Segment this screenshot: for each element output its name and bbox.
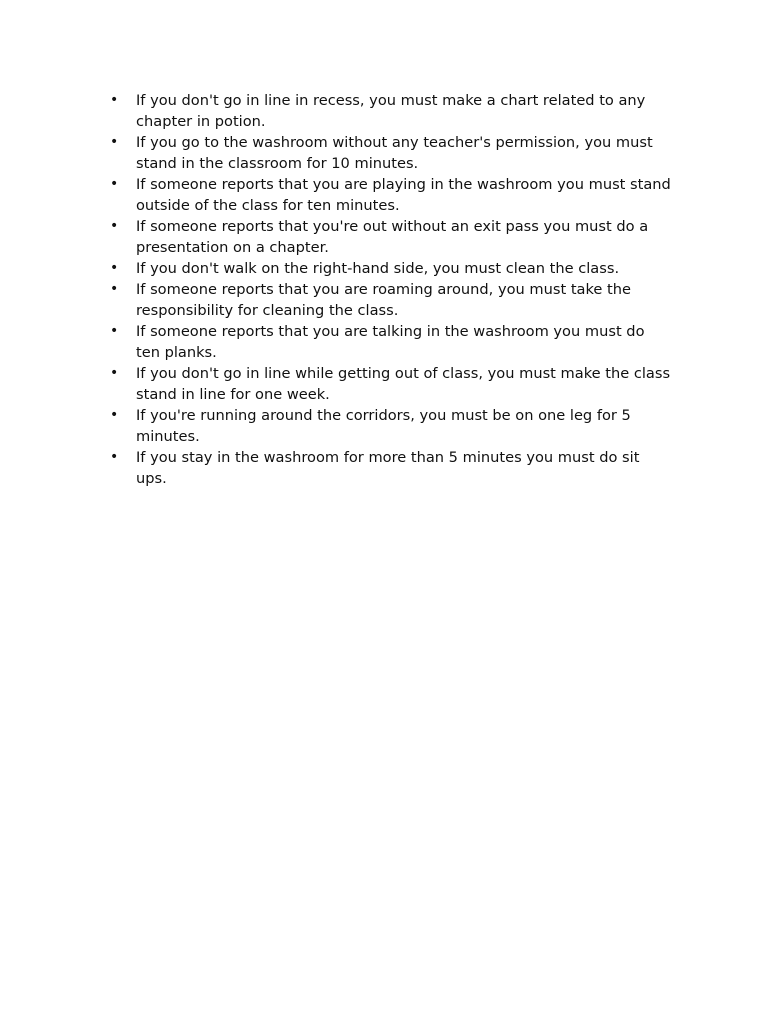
rule-text: If someone reports that you are playing in the washroom you must stand outside of the class for ten minutes. (136, 176, 671, 214)
rule-text: If someone reports that you are talking in the washroom you must do ten planks. (136, 323, 645, 361)
rule-text: If you don't go in line while getting out of class, you must make the class stand in line for one week. (136, 365, 671, 403)
bullet-icon: • (110, 176, 119, 192)
rules-bullet-list (110, 90, 672, 489)
bullet-icon: • (110, 260, 119, 276)
list-item (110, 132, 672, 174)
list-item (110, 321, 672, 363)
rule-text: If you're running around the corridors, you must be on one leg for 5 minutes. (136, 407, 631, 445)
rule-text: If someone reports that you are roaming around, you must take the responsibility for cleaning the class. (136, 281, 631, 319)
list-item (110, 174, 672, 216)
rule-text: If you stay in the washroom for more than 5 minutes you must do sit ups. (136, 449, 640, 487)
bullet-icon: • (110, 407, 119, 423)
rule-text: If you don't go in line in recess, you must make a chart related to any chapter in potion. (136, 92, 646, 130)
list-item (110, 216, 672, 258)
list-item (110, 90, 672, 132)
bullet-icon: • (110, 365, 119, 381)
bullet-icon: • (110, 218, 119, 234)
list-item (110, 258, 672, 279)
bullet-icon: • (110, 281, 119, 297)
rule-text: If you don't walk on the right-hand side, you must clean the class. (136, 260, 620, 277)
bullet-icon: • (110, 92, 119, 108)
rule-text: If someone reports that you're out without an exit pass you must do a presentation on a chapter. (136, 218, 649, 256)
list-item (110, 363, 672, 405)
list-item (110, 405, 672, 447)
bullet-icon: • (110, 134, 119, 150)
list-item (110, 447, 672, 489)
rule-text: If you go to the washroom without any teacher's permission, you must stand in the classroom for 10 minutes. (136, 134, 653, 172)
bullet-icon: • (110, 323, 119, 339)
bullet-icon: • (110, 449, 119, 465)
list-item (110, 279, 672, 321)
